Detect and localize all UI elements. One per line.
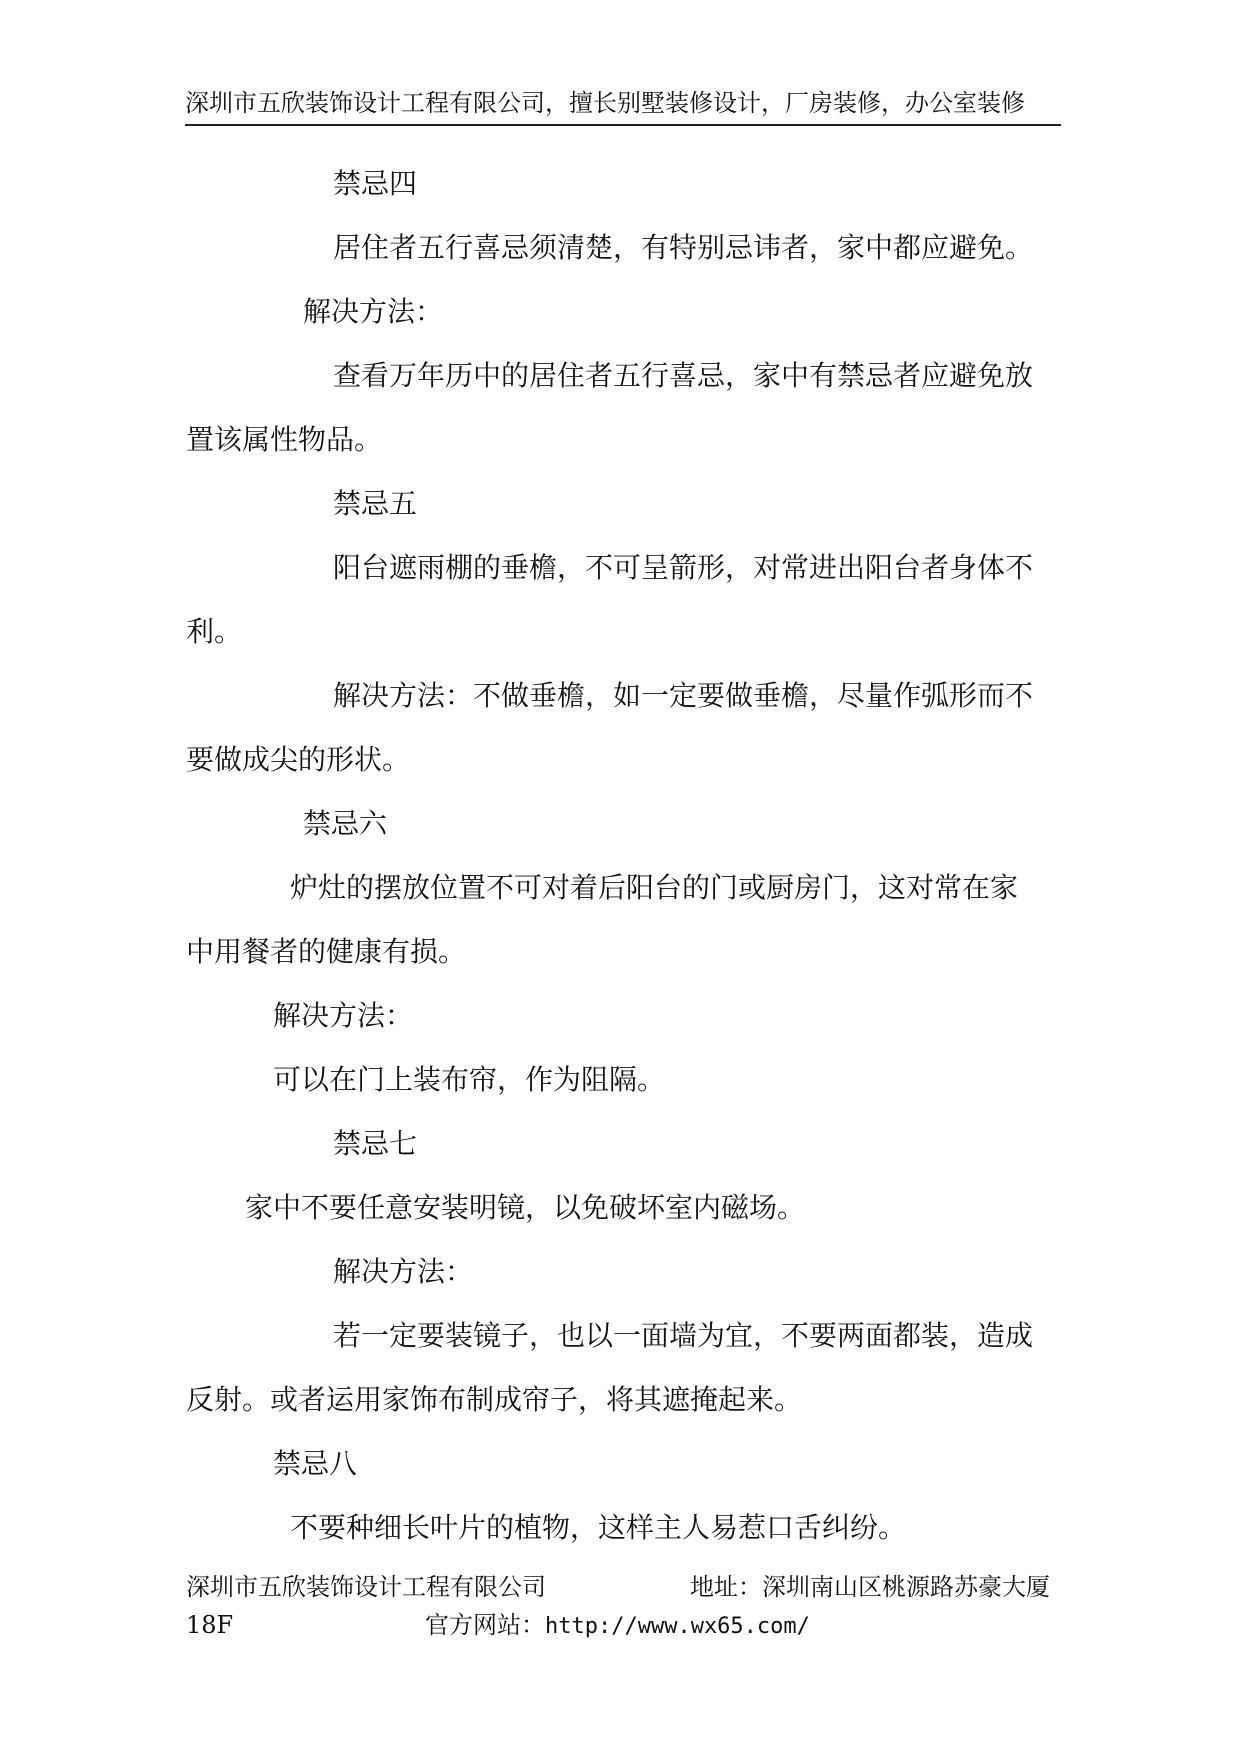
paragraph-line: 反射。或者运用家饰布制成帘子，将其遮掩起来。 [186, 1383, 803, 1416]
paragraph-line: 居住者五行喜忌须清楚，有特别忌讳者，家中都应避免。 [333, 231, 1034, 264]
footer-address: 地址：深圳南山区桃源路苏豪大厦 [690, 1573, 1050, 1601]
paragraph-line: 家中不要任意安装明镜，以免破坏室内磁场。 [245, 1191, 806, 1224]
paragraph-line: 阳台遮雨棚的垂檐，不可呈箭形，对常进出阳台者身体不 [333, 551, 1034, 584]
paragraph-line: 解决方法： [273, 999, 414, 1032]
footer-floor: 18F [186, 1611, 234, 1639]
paragraph-line: 解决方法：不做垂檐，如一定要做垂檐，尽量作弧形而不 [333, 679, 1034, 712]
section-heading: 禁忌五 [333, 487, 418, 520]
section-heading: 禁忌四 [333, 167, 418, 200]
paragraph-line: 解决方法： [333, 1255, 474, 1288]
paragraph-line: 不要种细长叶片的植物，这样主人易惹口舌纠纷。 [290, 1511, 907, 1544]
paragraph-line: 利。 [186, 615, 243, 648]
page-header: 深圳市五欣装饰设计工程有限公司，擅长别墅装修设计，厂房装修，办公室装修 [185, 86, 1061, 126]
paragraph-line: 中用餐者的健康有损。 [186, 935, 467, 968]
paragraph-line: 可以在门上装布帘，作为阻隔。 [273, 1063, 666, 1096]
website-link[interactable]: http://www.wx65.com/ [545, 1614, 810, 1639]
paragraph-line: 置该属性物品。 [186, 423, 383, 456]
paragraph-line: 查看万年历中的居住者五行喜忌，家中有禁忌者应避免放 [333, 359, 1034, 392]
website-label: 官方网站： [425, 1611, 545, 1639]
paragraph-line: 解决方法： [303, 295, 444, 328]
section-heading: 禁忌七 [333, 1127, 418, 1160]
paragraph-line: 要做成尖的形状。 [186, 743, 411, 776]
paragraph-line: 若一定要装镜子，也以一面墙为宜，不要两面都装，造成 [333, 1319, 1034, 1352]
paragraph-line: 炉灶的摆放位置不可对着后阳台的门或厨房门，这对常在家 [290, 871, 1019, 904]
footer-website [425, 1610, 810, 1642]
footer-company: 深圳市五欣装饰设计工程有限公司 [186, 1573, 546, 1601]
section-heading: 禁忌八 [273, 1447, 358, 1480]
section-heading: 禁忌六 [303, 807, 388, 840]
